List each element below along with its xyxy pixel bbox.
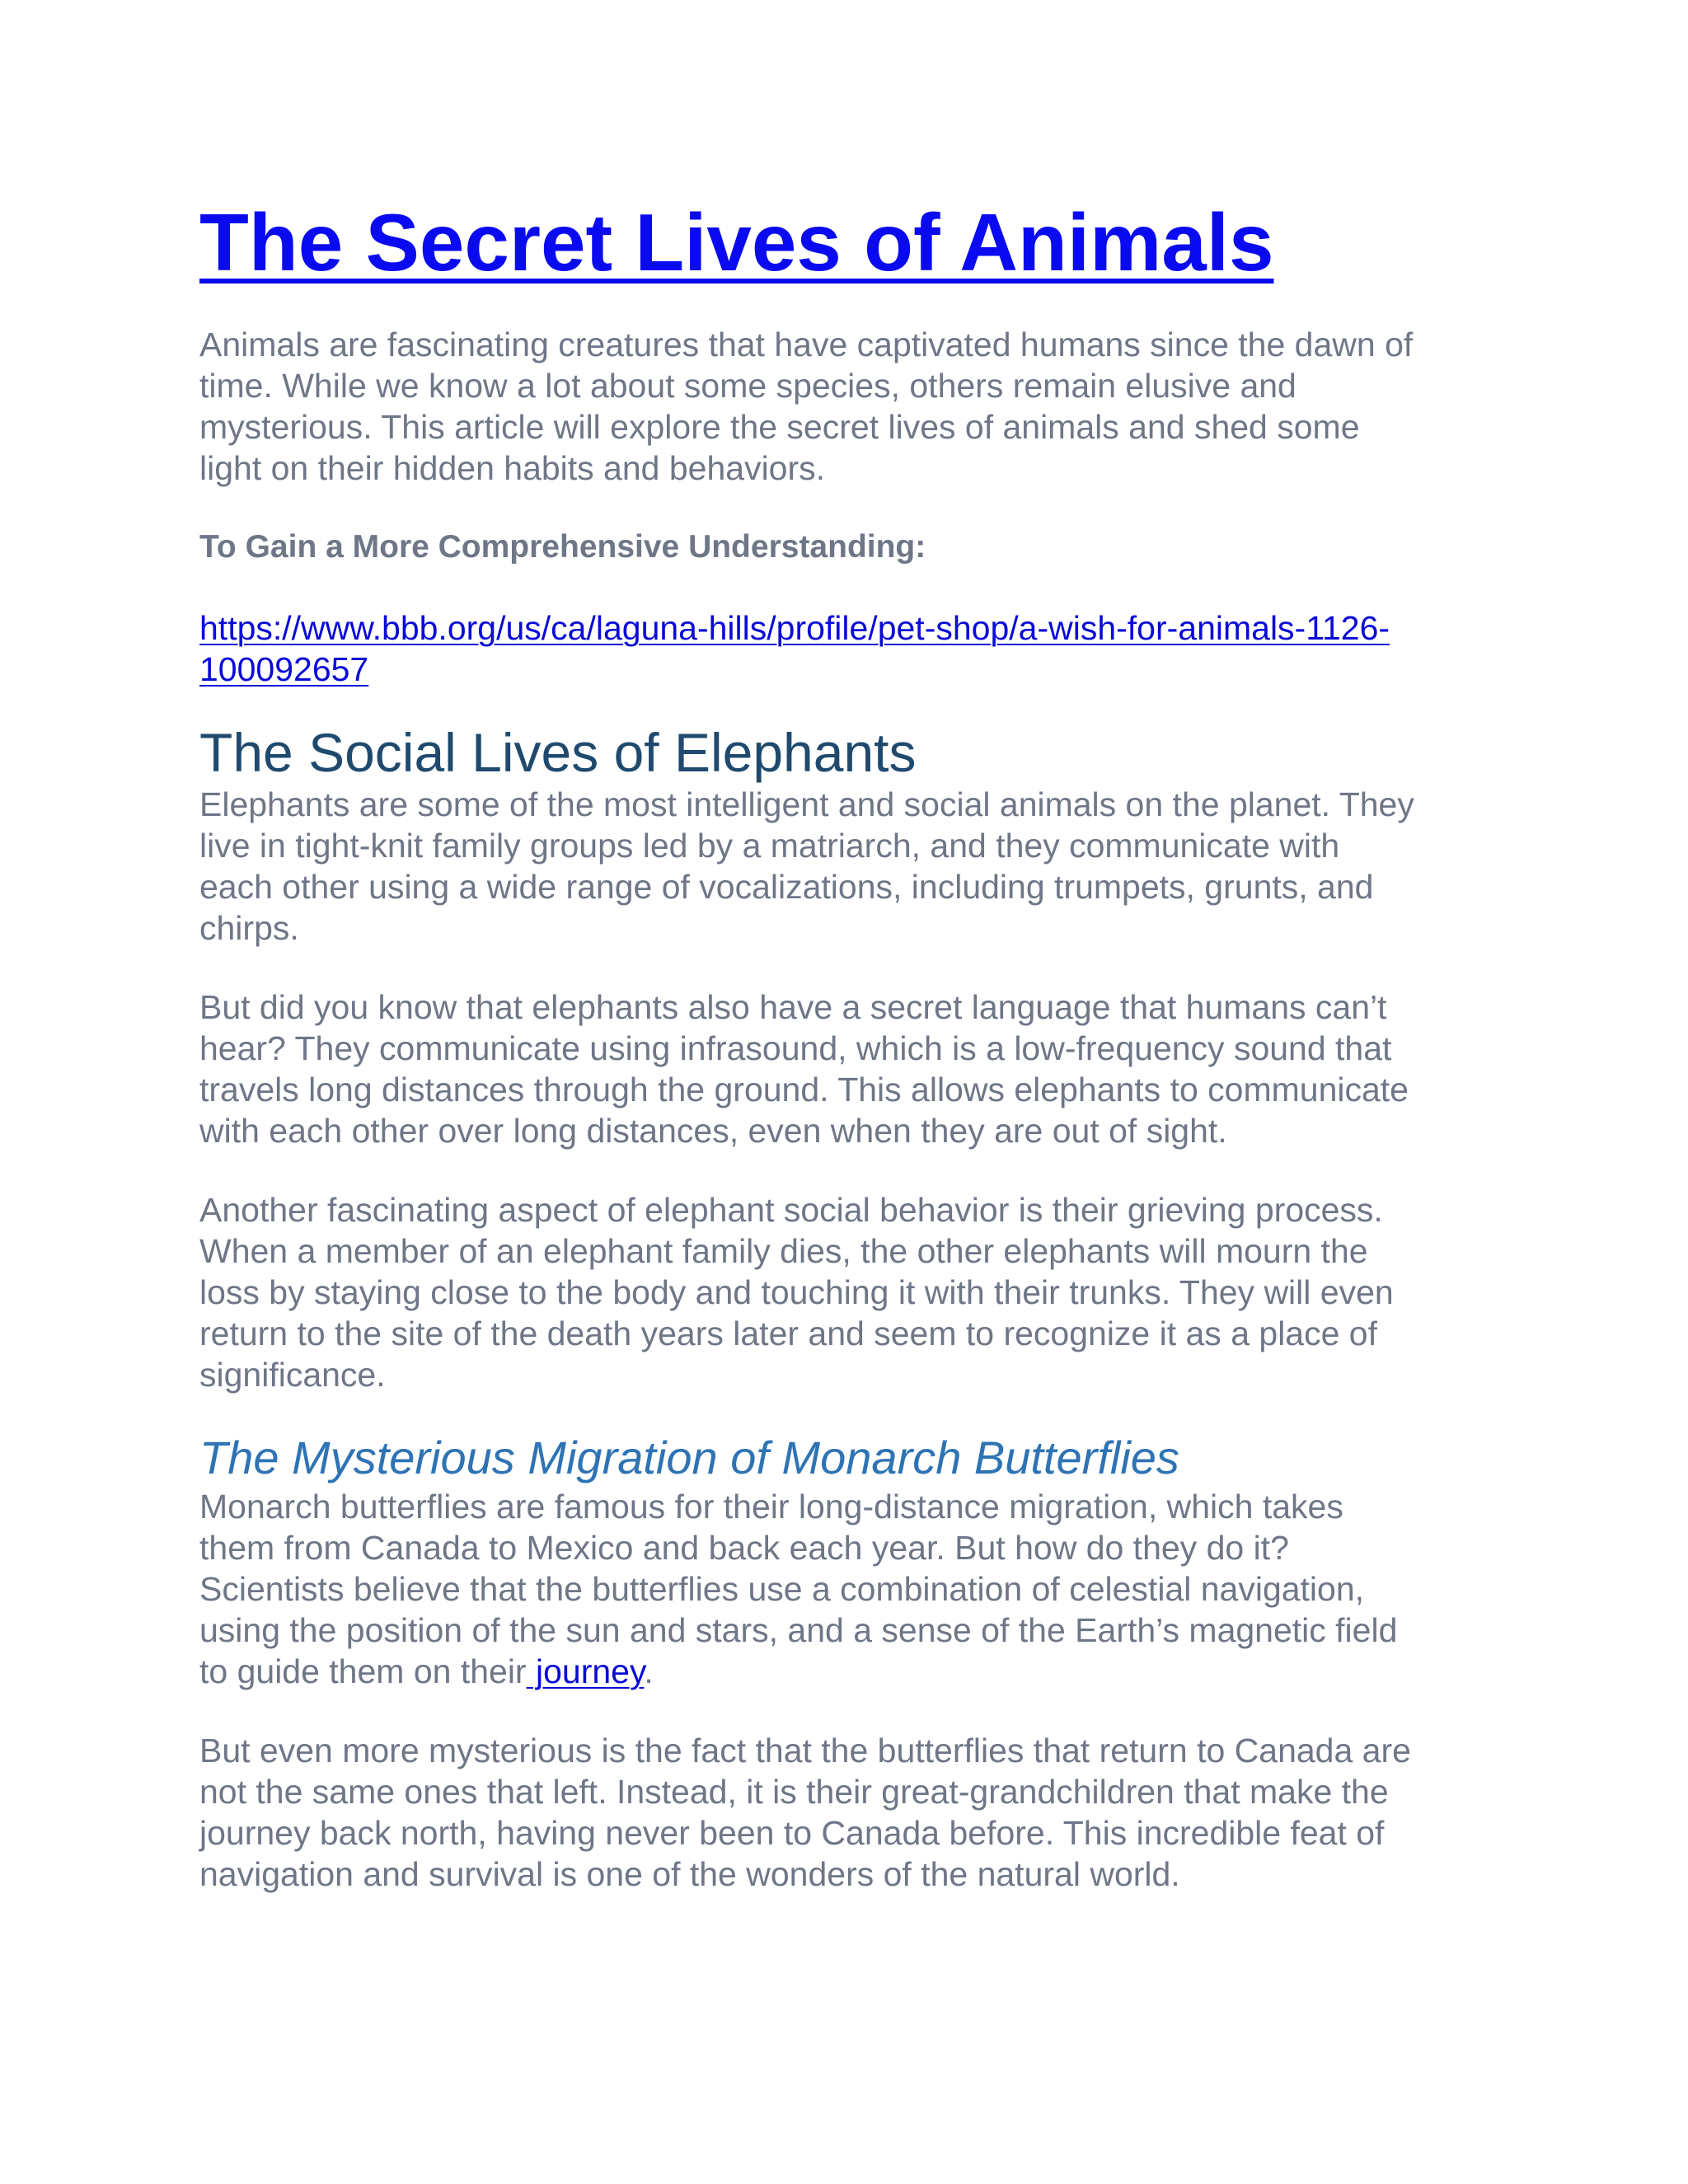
text-fragment: . xyxy=(644,1652,654,1690)
url-line: https://www.bbb.org/us/ca/laguna-hills/profile/pet-shop/a-wish-for-animals-1126- xyxy=(199,609,1390,647)
text-line: with each other over long distances, even when they are out of sight. xyxy=(199,1112,1227,1150)
subheading-comprehensive: To Gain a More Comprehensive Understanding: xyxy=(199,529,926,565)
text-line: Scientists believe that the butterflies use a combination of celestial navigation, xyxy=(199,1570,1365,1608)
page-title xyxy=(199,194,1518,291)
reference-url xyxy=(199,607,1518,690)
elephants-paragraph-2 xyxy=(199,987,1518,1151)
text-line: travels long distances through the ground. This allows elephants to communicate xyxy=(199,1071,1409,1108)
document-page xyxy=(199,194,1518,1895)
text-line: Elephants are some of the most intelligent and social animals on the planet. They xyxy=(199,785,1414,823)
elephants-paragraph-1 xyxy=(199,784,1518,949)
text-line: chirps. xyxy=(199,909,299,947)
intro-paragraph xyxy=(199,324,1518,489)
text-line: live in tight-knit family groups led by a matriarch, and they communicate with xyxy=(199,827,1340,865)
text-line: loss by staying close to the body and touching it with their trunks. They will even xyxy=(199,1273,1394,1311)
text-line: Animals are fascinating creatures that have captivated humans since the dawn of xyxy=(199,326,1414,363)
text-line: each other using a wide range of vocalizations, including trumpets, grunts, and xyxy=(199,868,1374,906)
text-line: But did you know that elephants also have a secret language that humans can’t xyxy=(199,988,1387,1026)
url-line: 100092657 xyxy=(199,650,369,688)
text-fragment: to guide them on their xyxy=(199,1652,527,1690)
journey-link[interactable]: journey xyxy=(526,1652,645,1690)
text-line xyxy=(199,1651,1518,1692)
text-line: light on their hidden habits and behaviors. xyxy=(199,449,826,487)
text-line: not the same ones that left. Instead, it is their great-grandchildren that make the xyxy=(199,1773,1389,1811)
text-line: significance. xyxy=(199,1356,386,1394)
text-line: When a member of an elephant family dies, the other elephants will mourn the xyxy=(199,1232,1368,1270)
monarchs-heading: The Mysterious Migration of Monarch Butterflies xyxy=(199,1432,1179,1483)
title-link[interactable]: The Secret Lives of Animals xyxy=(199,197,1274,288)
text-line: Monarch butterflies are famous for their long-distance migration, which takes xyxy=(199,1488,1343,1526)
text-line: time. While we know a lot about some species, others remain elusive and xyxy=(199,367,1296,405)
text-line: journey back north, having never been to Canada before. This incredible feat of xyxy=(199,1814,1385,1852)
text-line: mysterious. This article will explore the secret lives of animals and shed some xyxy=(199,408,1360,446)
monarchs-paragraph-2 xyxy=(199,1730,1518,1895)
elephants-heading: The Social Lives of Elephants xyxy=(199,722,917,783)
text-line: them from Canada to Mexico and back each year. But how do they do it? xyxy=(199,1529,1289,1567)
elephants-paragraph-3 xyxy=(199,1189,1518,1395)
reference-link[interactable] xyxy=(199,607,1518,690)
text-line: return to the site of the death years later and seem to recognize it as a place of xyxy=(199,1315,1377,1352)
text-line: navigation and survival is one of the wonders of the natural world. xyxy=(199,1855,1180,1893)
text-line: hear? They communicate using infrasound, which is a low-frequency sound that xyxy=(199,1029,1392,1067)
text-line: Another fascinating aspect of elephant social behavior is their grieving process. xyxy=(199,1191,1383,1229)
text-line: But even more mysterious is the fact that the butterflies that return to Canada are xyxy=(199,1732,1411,1769)
monarchs-paragraph-1 xyxy=(199,1486,1518,1692)
text-line: using the position of the sun and stars, and a sense of the Earth’s magnetic field xyxy=(199,1611,1398,1649)
